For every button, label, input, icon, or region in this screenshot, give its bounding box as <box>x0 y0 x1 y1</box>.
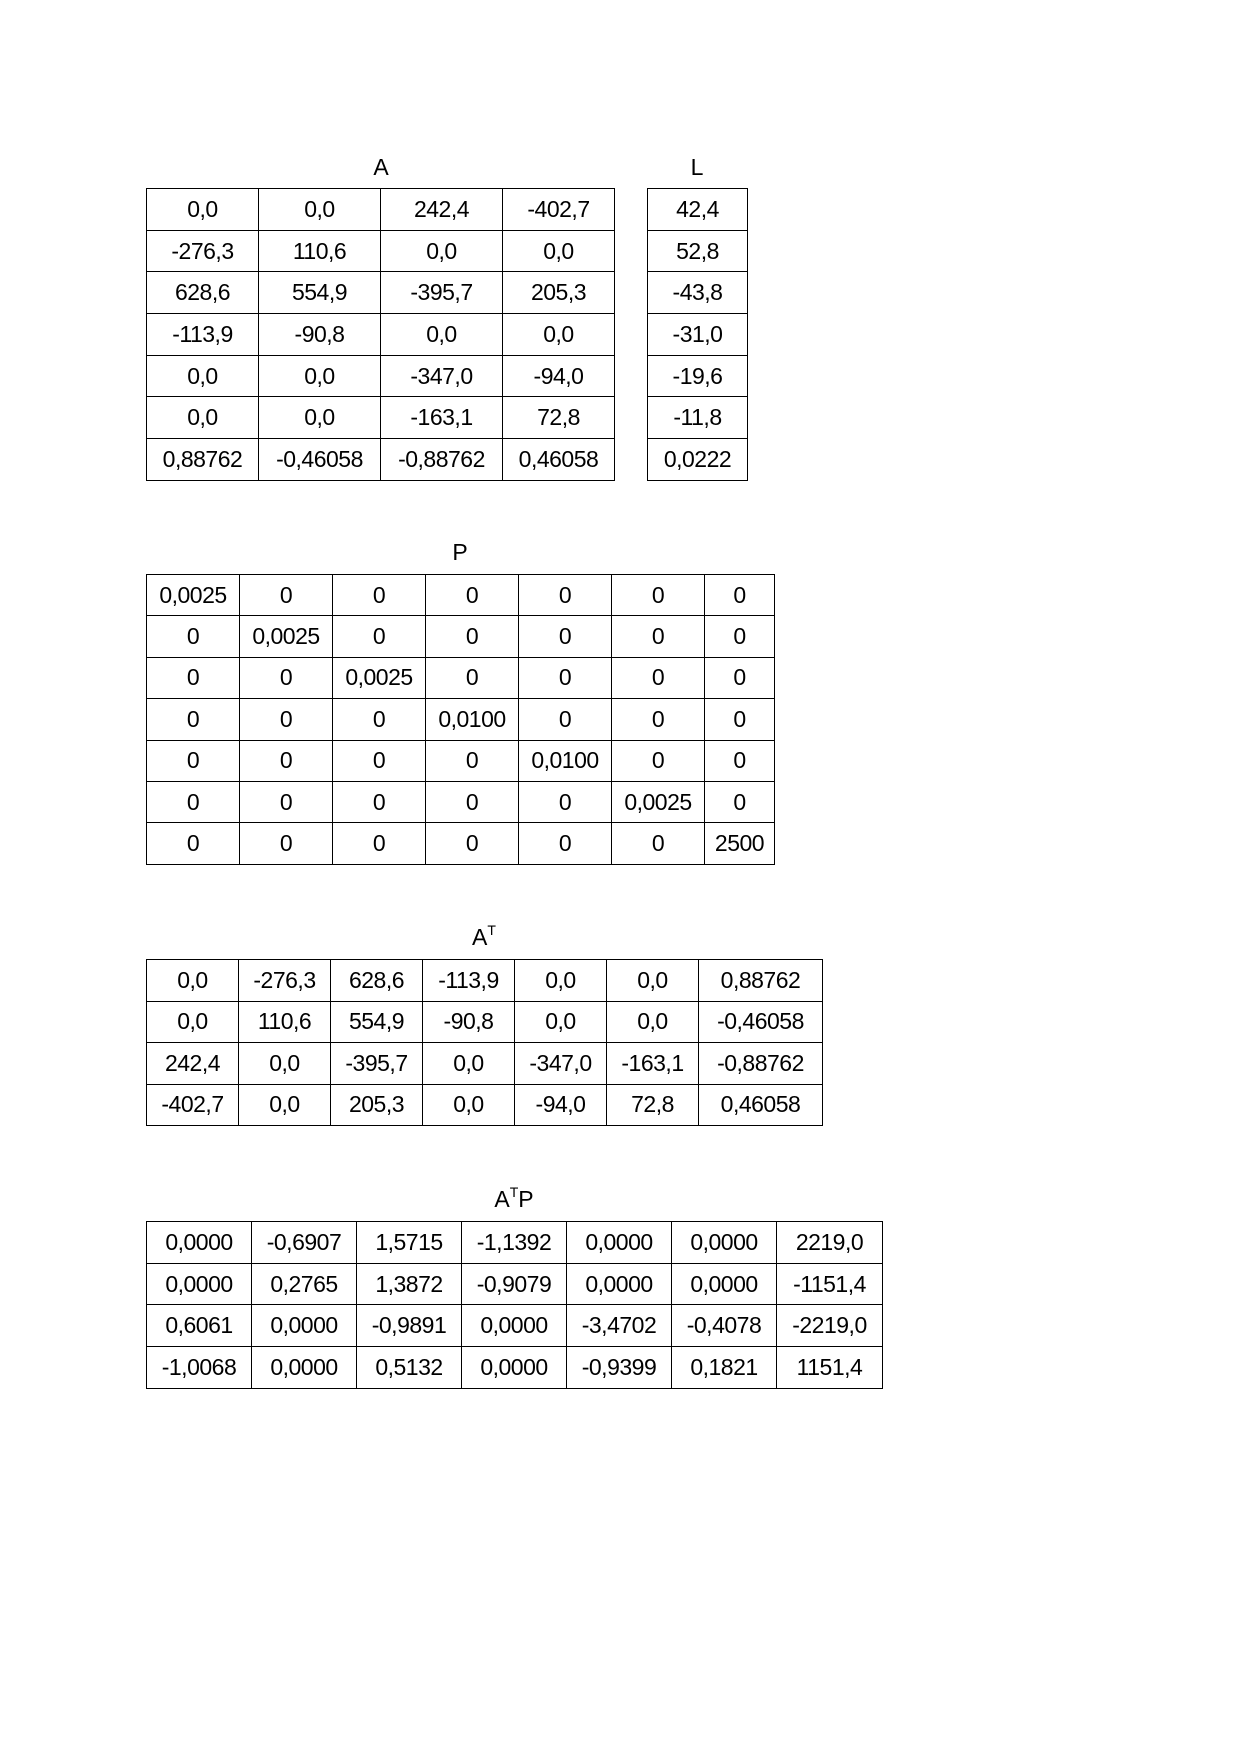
matrix-cell: 0 <box>240 657 333 698</box>
matrix-cell: 0,6061 <box>147 1305 252 1347</box>
matrix-cell: 0 <box>519 699 612 740</box>
matrix-cell: 0,0 <box>147 189 259 231</box>
matrix-p-table <box>146 574 775 865</box>
matrix-cell: -19,6 <box>648 355 748 397</box>
matrix-row <box>147 960 823 1002</box>
matrix-cell: -1,1392 <box>462 1222 567 1264</box>
matrix-cell: 1,3872 <box>357 1263 462 1305</box>
matrix-cell: 0 <box>612 823 705 864</box>
matrix-cell: 628,6 <box>331 960 423 1002</box>
matrix-cell: 0,0 <box>147 1001 239 1043</box>
matrix-cell: 0,0000 <box>672 1263 777 1305</box>
matrix-at-title <box>146 924 822 950</box>
matrix-cell: 0 <box>519 781 612 822</box>
matrix-cell: 0,0100 <box>519 740 612 781</box>
matrix-row <box>147 657 775 698</box>
matrix-cell: 0 <box>705 740 775 781</box>
matrix-cell: 0,0 <box>423 1084 515 1126</box>
matrix-cell: 0 <box>519 575 612 616</box>
matrix-row <box>147 1305 883 1347</box>
matrix-cell: 0,0 <box>515 960 607 1002</box>
matrix-cell: 0,0 <box>381 230 503 272</box>
matrix-cell: -90,8 <box>423 1001 515 1043</box>
matrix-cell: 0 <box>147 823 240 864</box>
matrix-row <box>147 397 615 439</box>
matrix-p-title: P <box>452 539 468 565</box>
matrix-cell: -0,88762 <box>699 1043 823 1085</box>
matrix-cell: -113,9 <box>147 314 259 356</box>
matrix-cell: 0,0025 <box>333 657 426 698</box>
matrix-cell: 0 <box>333 740 426 781</box>
matrix-atp-table <box>146 1221 883 1389</box>
matrix-cell: 0 <box>426 781 519 822</box>
matrix-cell: 0,0 <box>607 960 699 1002</box>
matrix-cell: 0,88762 <box>699 960 823 1002</box>
matrix-cell: 0,0 <box>503 230 615 272</box>
matrix-cell: -347,0 <box>381 355 503 397</box>
matrix-cell: -31,0 <box>648 314 748 356</box>
matrix-cell: 0,0000 <box>252 1305 357 1347</box>
matrix-cell: -0,9891 <box>357 1305 462 1347</box>
matrix-cell: 0,0 <box>259 355 381 397</box>
matrix-cell: 0,0025 <box>240 616 333 657</box>
matrix-cell: 0 <box>612 657 705 698</box>
matrix-cell: -1151,4 <box>777 1263 883 1305</box>
matrix-row <box>147 230 615 272</box>
matrix-atp-title-sup: T <box>509 1184 519 1200</box>
matrix-cell: 242,4 <box>381 189 503 231</box>
matrix-cell: 0,0000 <box>462 1347 567 1389</box>
matrix-cell: 0 <box>147 699 240 740</box>
matrix-cell: -0,9079 <box>462 1263 567 1305</box>
matrix-cell: 0 <box>612 616 705 657</box>
matrix-cell: 0,0000 <box>147 1263 252 1305</box>
matrix-row <box>147 355 615 397</box>
matrix-cell: -43,8 <box>648 272 748 314</box>
matrix-a-title: A <box>373 154 389 180</box>
matrix-cell: 0 <box>426 575 519 616</box>
matrix-row <box>648 189 748 231</box>
matrix-cell: 0,0 <box>607 1001 699 1043</box>
matrix-cell: 554,9 <box>259 272 381 314</box>
matrix-cell: -402,7 <box>503 189 615 231</box>
matrix-cell: -395,7 <box>381 272 503 314</box>
matrix-cell: 0,0000 <box>252 1347 357 1389</box>
matrix-cell: 42,4 <box>648 189 748 231</box>
matrix-cell: 72,8 <box>503 397 615 439</box>
matrix-cell: 0 <box>333 699 426 740</box>
matrix-cell: 0,0 <box>259 397 381 439</box>
matrix-cell: 0,0000 <box>462 1305 567 1347</box>
matrix-cell: 0,1821 <box>672 1347 777 1389</box>
matrix-cell: 628,6 <box>147 272 259 314</box>
matrix-cell: 0,46058 <box>699 1084 823 1126</box>
matrix-cell: 0,2765 <box>252 1263 357 1305</box>
matrix-cell: 2219,0 <box>777 1222 883 1264</box>
matrix-cell: 0 <box>426 657 519 698</box>
matrix-cell: 0,0000 <box>147 1222 252 1264</box>
matrix-cell: 205,3 <box>503 272 615 314</box>
matrix-cell: -0,46058 <box>699 1001 823 1043</box>
matrix-row <box>147 189 615 231</box>
matrix-cell: 0 <box>240 781 333 822</box>
matrix-cell: -163,1 <box>607 1043 699 1085</box>
matrix-cell: 0 <box>333 616 426 657</box>
matrix-cell: -113,9 <box>423 960 515 1002</box>
matrix-cell: 2500 <box>705 823 775 864</box>
matrix-a-table <box>146 188 615 481</box>
matrix-cell: 0 <box>426 823 519 864</box>
matrix-cell: 0,88762 <box>147 439 259 481</box>
matrix-cell: 0 <box>240 575 333 616</box>
matrix-cell: 0,0 <box>239 1084 331 1126</box>
matrix-row <box>147 1001 823 1043</box>
matrix-cell: 0 <box>333 575 426 616</box>
matrix-l-title: L <box>690 154 704 180</box>
matrix-row <box>147 616 775 657</box>
matrix-row <box>648 272 748 314</box>
matrix-cell: 0 <box>519 657 612 698</box>
matrix-at-table <box>146 959 823 1126</box>
matrix-cell: 0 <box>705 616 775 657</box>
matrix-row <box>147 1084 823 1126</box>
matrix-cell: 0,0025 <box>147 575 240 616</box>
matrix-cell: 0 <box>612 575 705 616</box>
matrix-cell: 0,0 <box>423 1043 515 1085</box>
matrix-cell: -0,46058 <box>259 439 381 481</box>
matrix-cell: -90,8 <box>259 314 381 356</box>
matrix-cell: 0,0222 <box>648 439 748 481</box>
matrix-cell: -402,7 <box>147 1084 239 1126</box>
matrix-row <box>147 1222 883 1264</box>
matrix-atp-title <box>146 1186 882 1212</box>
matrix-cell: 1,5715 <box>357 1222 462 1264</box>
matrix-row <box>147 439 615 481</box>
matrix-cell: 52,8 <box>648 230 748 272</box>
matrix-row <box>648 439 748 481</box>
matrix-cell: -0,9399 <box>567 1347 672 1389</box>
matrix-cell: 0 <box>705 657 775 698</box>
matrix-cell: 0,0025 <box>612 781 705 822</box>
matrix-row <box>147 1347 883 1389</box>
matrix-cell: 0,0 <box>503 314 615 356</box>
matrix-cell: 0 <box>240 823 333 864</box>
matrix-cell: 242,4 <box>147 1043 239 1085</box>
matrix-atp-title-tail: P <box>518 1186 534 1212</box>
matrix-cell: 0,46058 <box>503 439 615 481</box>
matrix-cell: 0,5132 <box>357 1347 462 1389</box>
matrix-cell: -11,8 <box>648 397 748 439</box>
matrix-cell: -3,4702 <box>567 1305 672 1347</box>
matrix-cell: 0 <box>147 781 240 822</box>
matrix-cell: 0 <box>240 740 333 781</box>
matrix-cell: 0,0 <box>515 1001 607 1043</box>
matrix-row <box>147 781 775 822</box>
matrix-cell: -276,3 <box>147 230 259 272</box>
matrix-cell: -0,6907 <box>252 1222 357 1264</box>
matrix-cell: 1151,4 <box>777 1347 883 1389</box>
matrix-cell: 0,0000 <box>567 1263 672 1305</box>
matrix-row <box>147 823 775 864</box>
matrix-cell: 110,6 <box>259 230 381 272</box>
matrix-cell: 0 <box>426 740 519 781</box>
matrix-cell: 110,6 <box>239 1001 331 1043</box>
matrix-cell: 0,0 <box>147 355 259 397</box>
matrix-cell: 0,0100 <box>426 699 519 740</box>
matrix-row <box>147 1263 883 1305</box>
matrix-cell: 0 <box>612 699 705 740</box>
matrix-cell: 0,0 <box>239 1043 331 1085</box>
matrix-row <box>648 230 748 272</box>
matrix-row <box>147 314 615 356</box>
matrix-cell: 0 <box>519 616 612 657</box>
matrix-cell: 205,3 <box>331 1084 423 1126</box>
matrix-cell: -163,1 <box>381 397 503 439</box>
matrix-cell: 0,0 <box>147 397 259 439</box>
matrix-cell: 0 <box>333 823 426 864</box>
matrix-row <box>648 397 748 439</box>
matrix-row <box>648 314 748 356</box>
matrix-atp-title-base: A <box>494 1186 510 1212</box>
matrix-cell: 0,0 <box>381 314 503 356</box>
matrix-cell: -0,88762 <box>381 439 503 481</box>
matrix-row <box>147 272 615 314</box>
matrix-cell: 0 <box>147 740 240 781</box>
matrix-cell: -1,0068 <box>147 1347 252 1389</box>
matrix-at-title-base: A <box>472 924 488 950</box>
matrix-cell: 0 <box>147 616 240 657</box>
matrix-cell: 0,0 <box>259 189 381 231</box>
matrix-row <box>147 699 775 740</box>
matrix-cell: -276,3 <box>239 960 331 1002</box>
matrix-cell: 554,9 <box>331 1001 423 1043</box>
matrix-row <box>147 740 775 781</box>
matrix-cell: 0 <box>240 699 333 740</box>
matrix-row <box>648 355 748 397</box>
matrix-cell: -94,0 <box>515 1084 607 1126</box>
matrix-l-table <box>647 188 748 481</box>
matrix-cell: 0 <box>426 616 519 657</box>
matrix-cell: -395,7 <box>331 1043 423 1085</box>
matrix-cell: 0,0000 <box>672 1222 777 1264</box>
matrix-cell: 0 <box>705 781 775 822</box>
matrix-row <box>147 575 775 616</box>
matrix-cell: 0 <box>612 740 705 781</box>
matrix-cell: -94,0 <box>503 355 615 397</box>
matrix-cell: 0,0 <box>147 960 239 1002</box>
matrix-cell: 0 <box>705 575 775 616</box>
matrix-cell: 0,0000 <box>567 1222 672 1264</box>
matrix-cell: 72,8 <box>607 1084 699 1126</box>
matrix-cell: 0 <box>147 657 240 698</box>
matrix-cell: -0,4078 <box>672 1305 777 1347</box>
matrix-row <box>147 1043 823 1085</box>
matrix-cell: 0 <box>519 823 612 864</box>
matrix-cell: 0 <box>333 781 426 822</box>
matrix-cell: -2219,0 <box>777 1305 883 1347</box>
matrix-at-title-sup: T <box>487 922 496 938</box>
matrix-cell: 0 <box>705 699 775 740</box>
matrix-cell: -347,0 <box>515 1043 607 1085</box>
